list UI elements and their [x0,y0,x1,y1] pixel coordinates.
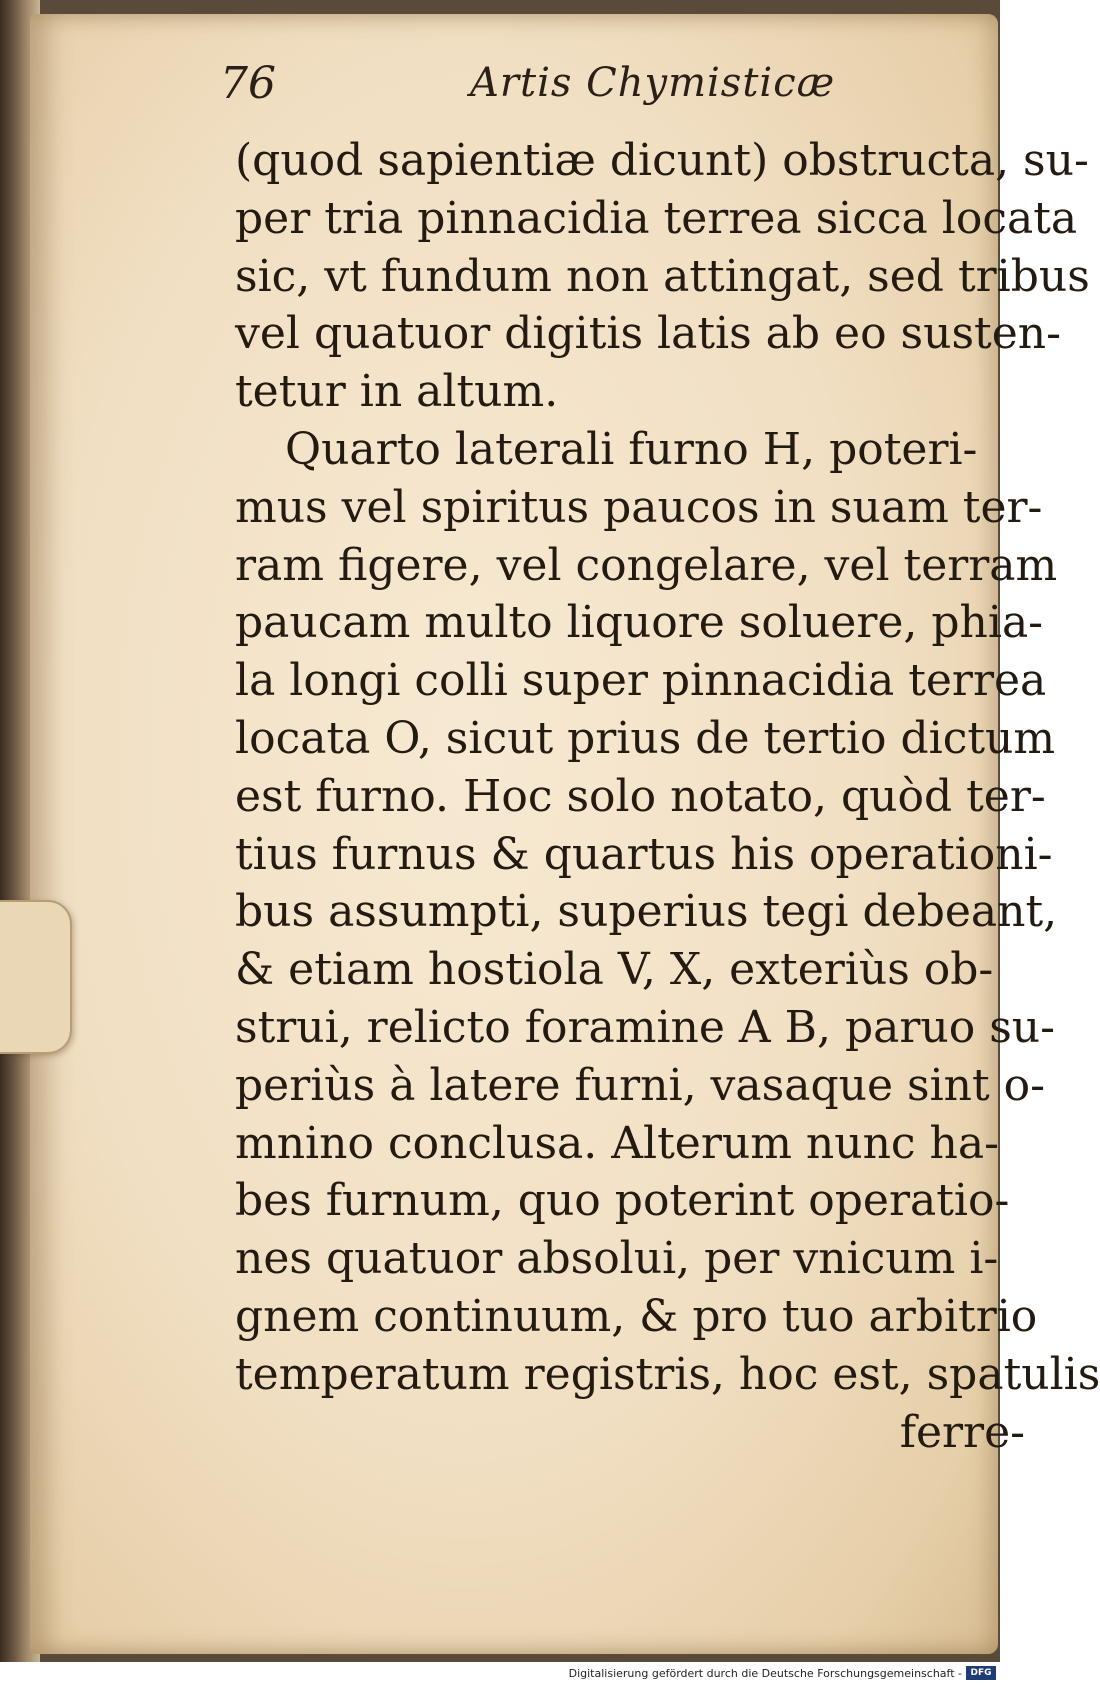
dfg-logo-icon: DFG [966,1666,996,1680]
text-line: locata O, sicut prius de tertio dictum [235,712,1056,764]
text-line: mus vel spiritus paucos in suam ter- [235,481,1043,533]
text-line: strui, relicto foramine A B, paruo su- [235,1001,1055,1053]
text-line: paucam multo liquore soluere, phia- [235,597,1044,649]
text-line: est furno. Hoc solo notato, quòd ter- [235,770,1046,822]
text-line: Quarto laterali furno H, poteri- [285,423,978,475]
page-number: 76 [220,58,276,109]
footer-credit: Digitalisierung gefördert durch die Deutsche Forschungsgemeinschaft - [568,1667,962,1680]
text-line: temperatum registris, hoc est, spatulis [235,1348,1100,1400]
text-line: tetur in altum. [235,366,559,418]
text-line: per tria pinnacidia terrea sicca locata [235,192,1078,244]
body-text [235,132,1100,1461]
running-head: Artis Chymisticæ [470,60,836,106]
digitization-footer [0,1662,1000,1685]
page-header [220,58,920,118]
text-line: periùs à latere furni, vasaque sint o- [235,1059,1046,1111]
text-line: & etiam hostiola V, X, exteriùs ob- [235,944,994,996]
text-line: (quod sapientiæ dicunt) obstructa, su- [235,135,1089,186]
text-line: la longi colli super pinnacidia terrea [235,655,1047,707]
catchword: ferre- [899,1406,1025,1458]
text-line: vel quatuor digitis latis ab eo susten- [235,308,1061,360]
text-line: bus assumpti, superius tegi debeant, [235,886,1058,938]
text-line: tius furnus & quartus his operationi- [235,828,1053,880]
text-line: bes furnum, quo poterint operatio- [235,1175,1010,1227]
bookmark-tab [0,900,72,1054]
text-line: nes quatuor absolui, per vnicum i- [235,1233,999,1285]
text-line: ram figere, vel congelare, vel terram [235,539,1058,591]
book-page [30,14,1100,1654]
text-line: gnem continuum, & pro tuo arbitrio [235,1290,1038,1342]
text-line: mnino conclusa. Alterum nunc ha- [235,1117,999,1169]
text-line: sic, vt fundum non attingat, sed tribus [235,250,1090,302]
